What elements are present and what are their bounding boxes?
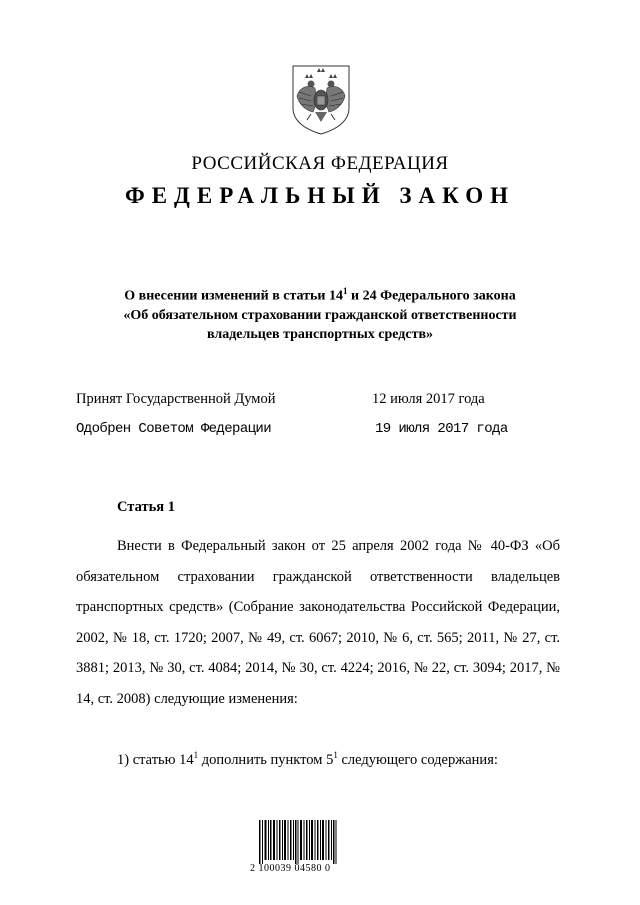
item-superscript-2: 1	[333, 750, 338, 760]
amendment-item	[117, 750, 498, 769]
country-name: РОССИЙСКАЯ ФЕДЕРАЦИЯ	[191, 153, 449, 174]
item-text-3: следующего содержания:	[337, 751, 498, 768]
duma-adoption-date: 12 июля 2017 года	[372, 391, 485, 407]
title-line2: «Об обязательном страховании гражданской ответственности	[123, 307, 517, 323]
article-paragraph: Внести в Федеральный закон от 25 апреля 2002 года № 40-ФЗ «Об обязательном страховании гражданской ответственности владельцев транспортных средств» (Собрание законодательства Российской Федерации, 2002, № 18, ст. 1720; 2007, № 49, ст. 6067; 2010, № 6, ст. 565; 2011, № 27, ст. 3881; 2013, № 30, ст. 4084; 2014, № 30, ст. 4224; 2016, № 22, ст. 3094; 2017, № 14, ст. 2008) следующие изменения:	[76, 538, 560, 707]
item-superscript-1: 1	[193, 750, 199, 760]
duma-adoption-label: Принят Государственной Думой	[76, 391, 276, 407]
law-title	[60, 282, 580, 344]
title-line1-superscript: 1	[343, 286, 348, 296]
barcode-number: 2 100039 04580 0	[250, 863, 331, 874]
council-approval-date: 19 июля 2017 года	[375, 421, 508, 437]
item-text-2: дополнить пунктом 5	[198, 751, 334, 768]
council-approval-label: Одобрен Советом Федерации	[76, 421, 272, 437]
coat-of-arms-icon	[289, 64, 353, 136]
title-line1-part1: О внесении изменений в статьи 14	[124, 288, 343, 304]
article-heading: Статья 1	[117, 499, 175, 515]
item-text-1: 1) статью 14	[117, 751, 194, 768]
title-line1-part2: и 24 Федерального закона	[347, 288, 516, 304]
title-line3: владельцев транспортных средств»	[206, 326, 434, 342]
document-type: ФЕДЕРАЛЬНЫЙ ЗАКОН	[124, 183, 516, 208]
barcode-icon	[259, 820, 337, 864]
